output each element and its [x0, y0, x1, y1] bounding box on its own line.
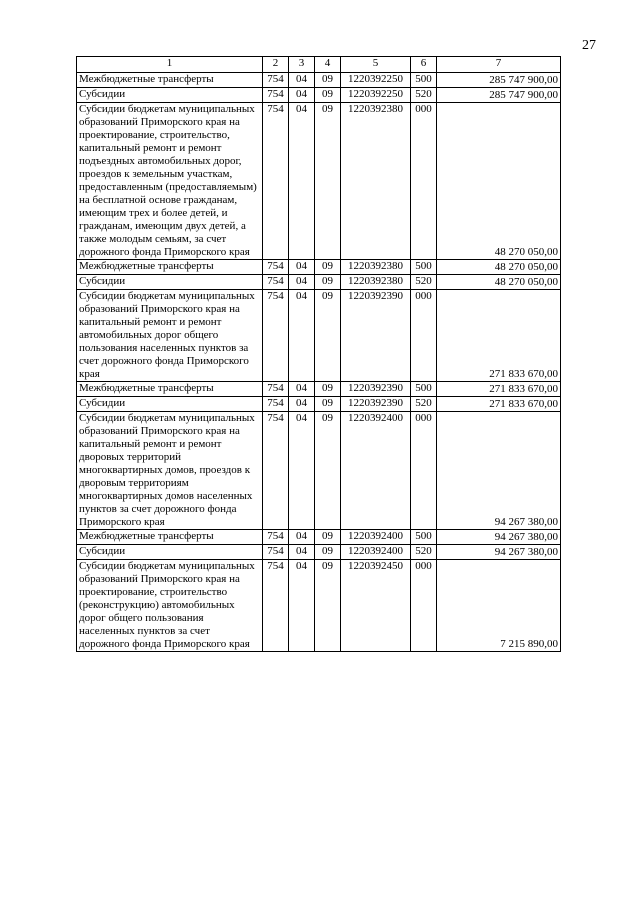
row-code-c6: 000: [411, 412, 437, 530]
row-code-c2: 754: [263, 560, 289, 652]
row-amount: 48 270 050,00: [437, 275, 561, 290]
row-amount: 94 267 380,00: [437, 412, 561, 530]
row-code-c2: 754: [263, 382, 289, 397]
row-code-c2: 754: [263, 530, 289, 545]
row-code-c2: 754: [263, 412, 289, 530]
table-row: [77, 412, 561, 530]
row-amount: 48 270 050,00: [437, 260, 561, 275]
column-header: 1: [77, 57, 263, 73]
row-code-c4: 09: [315, 397, 341, 412]
row-code-c3: 04: [289, 397, 315, 412]
row-label: Межбюджетные трансферты: [77, 260, 263, 275]
row-amount: 94 267 380,00: [437, 530, 561, 545]
row-code-c4: 09: [315, 530, 341, 545]
row-code-c3: 04: [289, 103, 315, 260]
row-code-c6: 000: [411, 103, 437, 260]
row-code-c6: 500: [411, 530, 437, 545]
row-code-c2: 754: [263, 290, 289, 382]
row-code-c3: 04: [289, 412, 315, 530]
row-code-c6: 500: [411, 260, 437, 275]
row-code-c5: 1220392400: [341, 412, 411, 530]
row-code-c4: 09: [315, 560, 341, 652]
row-amount: 271 833 670,00: [437, 382, 561, 397]
row-code-c3: 04: [289, 260, 315, 275]
row-code-c5: 1220392390: [341, 397, 411, 412]
row-amount: 285 747 900,00: [437, 73, 561, 88]
column-header: 5: [341, 57, 411, 73]
row-code-c4: 09: [315, 290, 341, 382]
row-code-c5: 1220392380: [341, 275, 411, 290]
column-header: 3: [289, 57, 315, 73]
row-label: Субсидии бюджетам муниципальных образований Приморского края на капитальный ремонт и ремонт автомобильных дорог общего пользования населенных пунктов за счет дорожного фонда Приморского края: [77, 290, 263, 382]
row-label: Субсидии: [77, 397, 263, 412]
row-amount: 271 833 670,00: [437, 290, 561, 382]
table-row: [77, 73, 561, 88]
row-code-c2: 754: [263, 103, 289, 260]
row-code-c3: 04: [289, 530, 315, 545]
row-code-c3: 04: [289, 88, 315, 103]
row-code-c4: 09: [315, 545, 341, 560]
row-label: Межбюджетные трансферты: [77, 530, 263, 545]
row-code-c3: 04: [289, 382, 315, 397]
row-code-c5: 1220392250: [341, 88, 411, 103]
column-header: 6: [411, 57, 437, 73]
row-code-c5: 1220392380: [341, 260, 411, 275]
row-code-c3: 04: [289, 545, 315, 560]
page-number: 27: [582, 38, 596, 53]
column-header: 7: [437, 57, 561, 73]
row-code-c5: 1220392380: [341, 103, 411, 260]
row-code-c2: 754: [263, 260, 289, 275]
table-row: [77, 545, 561, 560]
row-code-c3: 04: [289, 560, 315, 652]
row-code-c6: 520: [411, 397, 437, 412]
row-code-c2: 754: [263, 545, 289, 560]
row-code-c3: 04: [289, 275, 315, 290]
row-amount: 94 267 380,00: [437, 545, 561, 560]
row-code-c5: 1220392450: [341, 560, 411, 652]
column-header: 4: [315, 57, 341, 73]
row-code-c2: 754: [263, 275, 289, 290]
row-code-c4: 09: [315, 382, 341, 397]
row-code-c4: 09: [315, 275, 341, 290]
row-code-c6: 000: [411, 560, 437, 652]
row-label: Субсидии: [77, 545, 263, 560]
row-code-c5: 1220392250: [341, 73, 411, 88]
table-row: [77, 260, 561, 275]
row-code-c4: 09: [315, 73, 341, 88]
column-header: 2: [263, 57, 289, 73]
table-row: [77, 88, 561, 103]
row-code-c6: 000: [411, 290, 437, 382]
row-code-c2: 754: [263, 397, 289, 412]
row-code-c3: 04: [289, 290, 315, 382]
row-label: Субсидии бюджетам муниципальных образований Приморского края на проектирование, строительство, капитальный ремонт и ремонт подъездных автомобильных дорог, проездов к земельным участкам, предоставленным (предоставляемым) на бесплатной основе гражданам, имеющим трех и более детей, и гражданам, имеющим двух детей, а также молодым семьям, за счет дорожного фонда Приморского края: [77, 103, 263, 260]
row-label: Субсидии бюджетам муниципальных образований Приморского края на капитальный ремонт и ремонт дворовых территорий многоквартирных домов, проездов к дворовым территориям многоквартирных домов населенных пунктов за счет дорожного фонда Приморского края: [77, 412, 263, 530]
row-label: Межбюджетные трансферты: [77, 382, 263, 397]
row-code-c2: 754: [263, 88, 289, 103]
table-header-row: [77, 57, 561, 73]
row-amount: 7 215 890,00: [437, 560, 561, 652]
row-code-c4: 09: [315, 260, 341, 275]
row-code-c2: 754: [263, 73, 289, 88]
row-code-c6: 520: [411, 545, 437, 560]
row-label: Субсидии: [77, 275, 263, 290]
budget-table: [76, 56, 561, 652]
row-code-c6: 520: [411, 88, 437, 103]
row-code-c4: 09: [315, 88, 341, 103]
row-code-c5: 1220392400: [341, 545, 411, 560]
table-row: [77, 397, 561, 412]
row-code-c5: 1220392390: [341, 290, 411, 382]
table-row: [77, 290, 561, 382]
row-amount: 48 270 050,00: [437, 103, 561, 260]
row-amount: 285 747 900,00: [437, 88, 561, 103]
row-code-c6: 500: [411, 73, 437, 88]
table-row: [77, 382, 561, 397]
table-row: [77, 103, 561, 260]
row-amount: 271 833 670,00: [437, 397, 561, 412]
row-code-c4: 09: [315, 103, 341, 260]
table-row: [77, 275, 561, 290]
table-row: [77, 530, 561, 545]
row-label: Субсидии бюджетам муниципальных образований Приморского края на проектирование, строительство (реконструкцию) автомобильных дорог общего пользования населенных пунктов за счет дорожного фонда Приморского края: [77, 560, 263, 652]
row-label: Межбюджетные трансферты: [77, 73, 263, 88]
row-code-c4: 09: [315, 412, 341, 530]
row-code-c3: 04: [289, 73, 315, 88]
row-code-c5: 1220392400: [341, 530, 411, 545]
row-code-c5: 1220392390: [341, 382, 411, 397]
row-label: Субсидии: [77, 88, 263, 103]
row-code-c6: 520: [411, 275, 437, 290]
row-code-c6: 500: [411, 382, 437, 397]
table-row: [77, 560, 561, 652]
